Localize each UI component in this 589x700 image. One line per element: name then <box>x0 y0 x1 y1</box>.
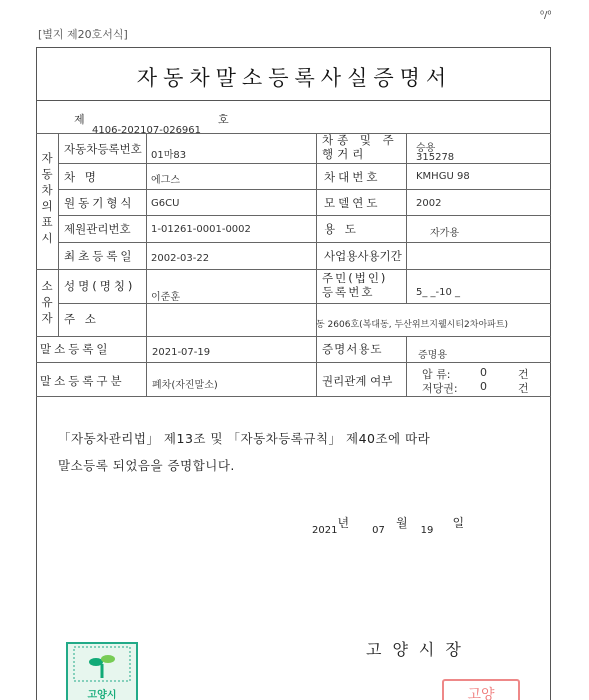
first-reg-label: 최초등록일 <box>64 249 135 263</box>
engine-value: G6CU <box>151 198 180 209</box>
table-line <box>58 133 59 336</box>
seizure-label: 압 류: <box>422 368 451 381</box>
table-line <box>58 303 551 304</box>
usage-label: 용 도 <box>324 222 359 236</box>
table-line <box>146 133 147 396</box>
sprout-icon <box>68 644 136 684</box>
mileage-value: 315278 <box>416 152 455 163</box>
issue-year: 2021 <box>312 525 338 536</box>
table-line <box>36 269 551 270</box>
issue-year-unit: 년 <box>337 516 350 530</box>
table-line <box>58 189 551 190</box>
mortgage-unit: 건 <box>518 382 529 395</box>
engine-label: 원동기형식 <box>64 196 135 210</box>
table-line <box>316 133 317 396</box>
owner-name-value: 이준훈 <box>151 292 180 303</box>
doc-number-suffix: 호 <box>218 113 229 126</box>
cancel-type-value: 폐차(자진말소) <box>152 380 218 391</box>
table-line <box>36 133 551 134</box>
table-line <box>58 163 551 164</box>
vin-value: KMHGU 98 <box>416 171 470 182</box>
seizure-value: 0 <box>480 366 487 379</box>
model-year-value: 2002 <box>416 198 442 209</box>
issue-day-unit: 일 <box>452 516 465 530</box>
revenue-stamp <box>66 642 138 700</box>
usage-value: 자가용 <box>430 228 459 239</box>
vehicle-section-label: 자동차의표시 <box>41 151 53 245</box>
statement-line-2: 말소등록 되었음을 증명합니다. <box>58 458 235 473</box>
form-code: [별지 제20호서식] <box>38 28 128 41</box>
cert-no-label: 제원관리번호 <box>64 222 131 236</box>
table-line <box>36 336 551 337</box>
cancel-type-label: 말소등록구분 <box>40 374 125 388</box>
car-type-label: 차종 및 주행거리 <box>322 133 398 161</box>
table-line <box>36 362 551 363</box>
table-line <box>58 215 551 216</box>
issue-month-unit: 월 <box>395 516 408 530</box>
rights-label: 권리관계 여부 <box>322 374 393 388</box>
statement-line-1: 「자동차관리법」 제13조 및 「자동차등록규칙」 제40조에 따라 <box>58 431 431 446</box>
car-type-value: 승용 <box>416 143 436 154</box>
cancel-date-value: 2021-07-19 <box>152 347 211 358</box>
cert-purpose-value: 증명용 <box>418 350 447 361</box>
mortgage-label: 저당권: <box>422 382 458 395</box>
reg-no-value: 01마83 <box>151 150 187 161</box>
document-title: 자동차말소등록사실증명서 <box>136 66 453 90</box>
reg-no-label: 자동차등록번호 <box>64 142 142 156</box>
model-year-label: 모델연도 <box>324 196 381 210</box>
owner-name-label: 성명(명칭) <box>64 279 136 293</box>
owner-section-label: 소유자 <box>41 279 53 325</box>
table-line <box>36 396 551 397</box>
table-line <box>58 242 551 243</box>
cert-no-value: 1-01261-0001-0002 <box>151 224 251 235</box>
mortgage-value: 0 <box>480 380 487 393</box>
owner-id-label: 주민(법인) 등록번호 <box>322 271 388 299</box>
car-name-value: 에그스 <box>151 175 180 186</box>
seizure-unit: 건 <box>518 368 529 381</box>
stamp-label: 고양시 <box>87 690 117 700</box>
corner-mark: ⁰/⁰ <box>540 10 552 21</box>
car-name-label: 차 명 <box>64 170 99 184</box>
table-line <box>406 133 407 303</box>
first-reg-value: 2002-03-22 <box>151 253 210 264</box>
cert-purpose-label: 증명서용도 <box>322 342 383 356</box>
address-label: 주 소 <box>64 312 99 326</box>
address-value: 동 2606호(복대동, 두산위브지웰시티2차아파트) <box>316 320 509 330</box>
table-line <box>406 336 407 396</box>
issue-month: 07 <box>372 525 385 536</box>
doc-number: 4106-202107-026961 <box>92 125 202 136</box>
issuer-name: 고양시장 <box>366 640 472 659</box>
official-seal: 고양 <box>442 679 520 700</box>
title-divider <box>36 100 551 101</box>
vin-label: 차대번호 <box>324 170 381 184</box>
owner-id-value: 5_ _-10 _ <box>416 287 461 298</box>
cancel-date-label: 말소등록일 <box>40 342 111 356</box>
issue-day: 19 <box>420 525 434 536</box>
business-period-label: 사업용사용기간 <box>324 249 402 263</box>
doc-number-prefix: 제 <box>74 113 85 126</box>
issue-date <box>312 518 464 537</box>
